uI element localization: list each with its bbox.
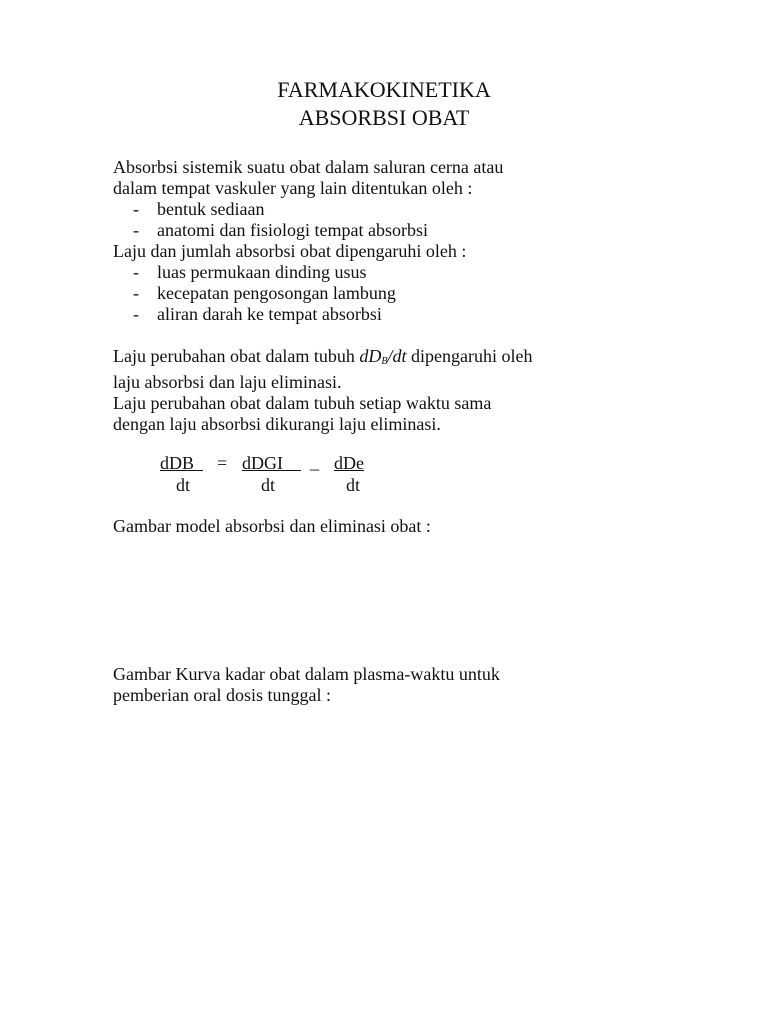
rate-text: Laju perubahan obat dalam tubuh: [113, 346, 360, 366]
rate-expression-d: dD: [359, 346, 382, 366]
list-item: - anatomi dan fisiologi tempat absorbsi: [133, 220, 428, 240]
list-item: - aliran darah ke tempat absorbsi: [133, 304, 382, 324]
rate-expression: [359, 346, 406, 366]
equation-minus: _: [310, 452, 319, 472]
list-item-text: anatomi dan fisiologi tempat absorbsi: [157, 220, 428, 240]
rate-expression-tail: /dt: [387, 346, 407, 366]
intro-line: dalam tempat vaskuler yang lain ditentukan oleh :: [113, 178, 473, 198]
list-item-text: kecepatan pengosongan lambung: [157, 283, 396, 303]
equation-num1-text: dDB: [160, 453, 195, 473]
title-line-2: ABSORBSI OBAT: [298, 105, 470, 130]
intro-section: [113, 157, 673, 325]
factors-heading: Laju dan jumlah absorbsi obat dipengaruhi oleh :: [113, 241, 467, 261]
list-item-text: luas permukaan dinding usus: [157, 262, 367, 282]
rate-section: [113, 346, 673, 435]
rate-line: [113, 346, 673, 372]
list-item: - luas permukaan dinding usus: [133, 262, 367, 282]
rate-expression-subscript: B: [381, 356, 388, 367]
equation-num2-text: dDGI: [242, 453, 283, 473]
equation-denominator-1: dt: [176, 475, 191, 495]
equation-denominator-3: dt: [346, 475, 361, 495]
list-item-text: aliran darah ke tempat absorbsi: [157, 304, 382, 324]
equation-denominator-2: dt: [261, 475, 276, 495]
rate-line: laju absorbsi dan laju eliminasi.: [113, 372, 342, 392]
equation-numerator-2: [242, 453, 301, 474]
rate-line: dengan laju absorbsi dikurangi laju eliminasi.: [113, 414, 441, 434]
title-line-1: FARMAKOKINETIKA: [277, 77, 491, 102]
list-item: - bentuk sediaan: [133, 199, 265, 219]
equation-equals: =: [217, 453, 228, 473]
intro-line: Absorbsi sistemik suatu obat dalam saluran cerna atau: [113, 157, 504, 177]
equation-numerator-3: dDe: [334, 453, 364, 473]
figure2-caption: [113, 664, 673, 706]
figure1-caption: Gambar model absorbsi dan eliminasi obat :: [113, 516, 431, 536]
equation-numerator-1: [160, 453, 203, 474]
list-item-text: bentuk sediaan: [157, 199, 265, 219]
rate-line: Laju perubahan obat dalam tubuh setiap waktu sama: [113, 393, 492, 413]
rate-text: dipengaruhi oleh: [406, 346, 533, 366]
figure2-caption-line: pemberian oral dosis tunggal :: [113, 685, 331, 705]
list-item: - kecepatan pengosongan lambung: [133, 283, 396, 303]
figure2-caption-line: Gambar Kurva kadar obat dalam plasma-waktu untuk: [113, 664, 500, 684]
